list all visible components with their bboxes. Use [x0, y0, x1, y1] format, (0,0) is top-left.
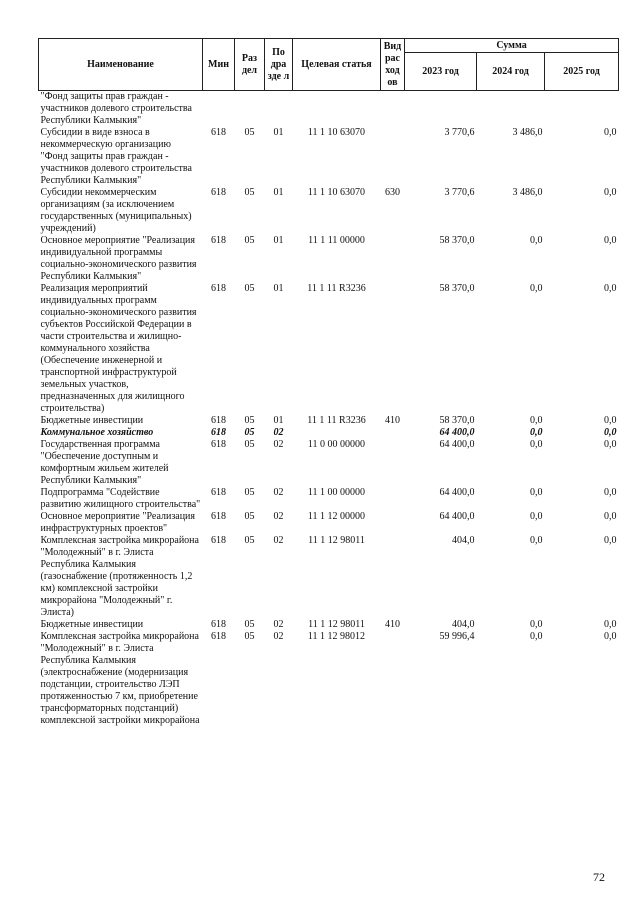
header-sum: Сумма: [405, 39, 619, 53]
cell-min: 618: [211, 487, 226, 498]
cell-y2024: 3 486,0: [512, 187, 543, 198]
table-row: [39, 619, 619, 631]
cell-vid: 630: [385, 187, 400, 198]
cell-podrazdel: 02: [273, 427, 284, 438]
cell-y2023: 58 370,0: [439, 415, 475, 426]
cell-target: 11 1 10 63070: [307, 127, 366, 138]
cell-razdel: 05: [244, 619, 255, 630]
cell-vid: [381, 427, 405, 439]
cell-y2025: 0,0: [604, 535, 617, 546]
cell-name: Бюджетные инвестиции: [40, 415, 144, 426]
cell-y2023: 404,0: [452, 535, 475, 546]
table-row: [39, 439, 619, 487]
cell-y2025: 0,0: [604, 235, 617, 246]
cell-y2025: 0,0: [604, 511, 617, 522]
cell-y2023: 64 400,0: [439, 487, 475, 498]
cell-vid: 410: [385, 415, 400, 426]
cell-podrazdel: 02: [273, 487, 284, 498]
cell-min: 618: [211, 415, 226, 426]
cell-y2025: 0,0: [604, 487, 617, 498]
header-razdel: Раз дел: [235, 39, 265, 91]
cell-name: "Фонд защиты прав граждан - участников долевого строительства Республики Калмыкия": [40, 91, 192, 126]
table-row: [39, 91, 619, 128]
cell-target: 11 1 00 00000: [307, 487, 366, 498]
cell-y2025: 0,0: [604, 127, 617, 138]
cell-y2024: 0,0: [530, 283, 543, 294]
cell-y2025: 0,0: [604, 439, 617, 450]
cell-vid: [381, 631, 405, 727]
cell-target: [293, 427, 381, 439]
cell-target: 11 0 00 00000: [307, 439, 366, 450]
cell-podrazdel: 02: [273, 631, 284, 642]
cell-y2024: [477, 91, 545, 128]
header-min: Мин: [203, 39, 235, 91]
page-number: 72: [593, 870, 605, 884]
cell-podrazdel: 01: [273, 127, 284, 138]
cell-min: 618: [211, 187, 226, 198]
cell-target: 11 1 11 R3236: [307, 415, 366, 426]
cell-y2024: 0,0: [530, 415, 543, 426]
header-target: Целевая статья: [293, 39, 381, 91]
cell-vid: [381, 283, 405, 415]
cell-razdel: 05: [244, 535, 255, 546]
table-row: [39, 631, 619, 727]
cell-y2025: 0,0: [604, 427, 617, 438]
cell-y2024: 0,0: [530, 487, 543, 498]
cell-y2023: 404,0: [452, 619, 475, 630]
cell-razdel: 05: [244, 187, 255, 198]
table-row: [39, 187, 619, 235]
cell-name: Государственная программа "Обеспечение доступным и комфортным жильем жителей Республики Калмыкия": [40, 439, 169, 486]
header-2024: 2024 год: [477, 53, 545, 91]
cell-target: [293, 91, 381, 128]
cell-y2023: 3 770,6: [444, 187, 475, 198]
cell-y2023: [405, 91, 477, 128]
header-2023: 2023 год: [405, 53, 477, 91]
cell-min: 618: [211, 127, 226, 138]
cell-target: 11 1 11 00000: [308, 235, 365, 246]
cell-y2023: 3 770,6: [444, 127, 475, 138]
cell-y2025: [545, 91, 619, 128]
table-row: [39, 127, 619, 187]
cell-name: Комплексная застройка микрорайона "Молодежный" в г. Элиста Республика Калмыкия (электроснабжение (модернизация подстанции, строительство ЛЭП протяженностью 7 км, приобретение трансформаторных подстанций) комплексной застройки микрорайона: [40, 631, 200, 726]
cell-name: Субсидии в виде взноса в некоммерческую организацию "Фонд защиты прав граждан - участников долевого строительства Республики Калмыкия": [40, 127, 192, 186]
cell-name: Основное мероприятие "Реализация индивидуальной программы социально-экономического развития Республики Калмыкия": [40, 235, 197, 282]
table-body: [39, 91, 619, 728]
table-row: [39, 487, 619, 511]
cell-razdel: 05: [244, 511, 255, 522]
cell-y2023: 64 400,0: [439, 427, 475, 438]
cell-y2024: 0,0: [530, 439, 543, 450]
cell-name: Основное мероприятие "Реализация инфраструктурных проектов": [40, 511, 196, 534]
cell-name: Бюджетные инвестиции: [40, 619, 144, 630]
cell-podrazdel: 01: [273, 187, 284, 198]
cell-min: 618: [211, 235, 226, 246]
cell-min: 618: [211, 631, 226, 642]
cell-razdel: 05: [244, 127, 255, 138]
table-row: [39, 415, 619, 427]
cell-y2023: 64 400,0: [439, 439, 475, 450]
cell-y2025: 0,0: [604, 415, 617, 426]
cell-y2025: 0,0: [604, 619, 617, 630]
cell-name: Субсидии некоммерческим организациям (за исключением государственных (муниципальных) учреждений): [40, 187, 192, 234]
header-vid: Вид рас ход ов: [381, 39, 405, 91]
cell-razdel: 05: [244, 283, 255, 294]
cell-vid: [381, 439, 405, 487]
cell-vid: [381, 535, 405, 619]
cell-vid: [381, 487, 405, 511]
cell-podrazdel: 01: [273, 235, 284, 246]
cell-y2023: 58 370,0: [439, 235, 475, 246]
cell-razdel: 05: [244, 415, 255, 426]
cell-podrazdel: 02: [273, 619, 284, 630]
cell-name: Реализация мероприятий индивидуальных программ социально-экономического развития субъектов Российской Федерации в части строительства и жилищно-коммунального хозяйства (Обеспечение инженерной и транспортной инфраструктурой земельных участков, предназначенных для жилищного строительства): [40, 283, 197, 414]
cell-razdel: 05: [244, 631, 255, 642]
cell-target: 11 1 12 98011: [308, 535, 365, 546]
cell-y2025: 0,0: [604, 187, 617, 198]
table-row: [39, 535, 619, 619]
header-name: Наименование: [39, 39, 203, 91]
cell-target: 11 1 12 98012: [307, 631, 366, 642]
cell-y2023: 64 400,0: [439, 511, 475, 522]
cell-name: Подпрограмма "Содействие развитию жилищного строительства": [40, 487, 201, 510]
cell-y2024: 0,0: [530, 235, 543, 246]
cell-vid: [381, 127, 405, 187]
cell-target: 11 1 12 98011: [308, 619, 365, 630]
cell-podrazdel: [265, 91, 293, 128]
cell-y2025: 0,0: [604, 283, 617, 294]
cell-min: 618: [211, 427, 226, 438]
cell-min: 618: [211, 439, 226, 450]
cell-razdel: 05: [244, 439, 255, 450]
cell-razdel: [235, 91, 265, 128]
cell-min: 618: [211, 511, 226, 522]
cell-y2024: 0,0: [530, 619, 543, 630]
cell-name: Комплексная застройка микрорайона "Молодежный" в г. Элиста Республика Калмыкия (газоснабжение (протяженность 1,2 км) комплексной застройки микрорайона "Молодежный" г. Элиста): [40, 535, 199, 618]
budget-table: [38, 38, 619, 727]
cell-razdel: 05: [244, 235, 255, 246]
cell-min: 618: [211, 619, 226, 630]
cell-y2023: 58 370,0: [439, 283, 475, 294]
cell-name: Коммунальное хозяйство: [40, 427, 154, 438]
table-header: [39, 39, 619, 91]
cell-podrazdel: 01: [273, 283, 284, 294]
cell-y2024: 3 486,0: [512, 127, 543, 138]
header-2025: 2025 год: [545, 53, 619, 91]
cell-y2024: 0,0: [530, 511, 543, 522]
cell-y2025: 0,0: [604, 631, 617, 642]
cell-min: 618: [211, 535, 226, 546]
cell-y2024: 0,0: [530, 535, 543, 546]
cell-podrazdel: 02: [273, 439, 284, 450]
cell-y2023: 59 996,4: [439, 631, 475, 642]
cell-y2024: 0,0: [530, 631, 543, 642]
cell-target: 11 1 10 63070: [307, 187, 366, 198]
cell-min: [203, 91, 235, 128]
cell-min: 618: [211, 283, 226, 294]
cell-y2024: 0,0: [530, 427, 543, 438]
cell-vid: 410: [385, 619, 400, 630]
header-podrazdel: По дра зде л: [265, 39, 293, 91]
table-row: [39, 283, 619, 415]
cell-vid: [381, 511, 405, 535]
table-row: [39, 235, 619, 283]
cell-podrazdel: 02: [273, 535, 284, 546]
cell-podrazdel: 01: [273, 415, 284, 426]
cell-podrazdel: 02: [273, 511, 284, 522]
cell-vid: [381, 235, 405, 283]
cell-target: 11 1 12 00000: [307, 511, 366, 522]
cell-vid: [381, 91, 405, 128]
cell-razdel: 05: [244, 427, 255, 438]
table-row: [39, 427, 619, 439]
cell-razdel: 05: [244, 487, 255, 498]
table-row: [39, 511, 619, 535]
cell-target: 11 1 11 R3236: [307, 283, 366, 294]
